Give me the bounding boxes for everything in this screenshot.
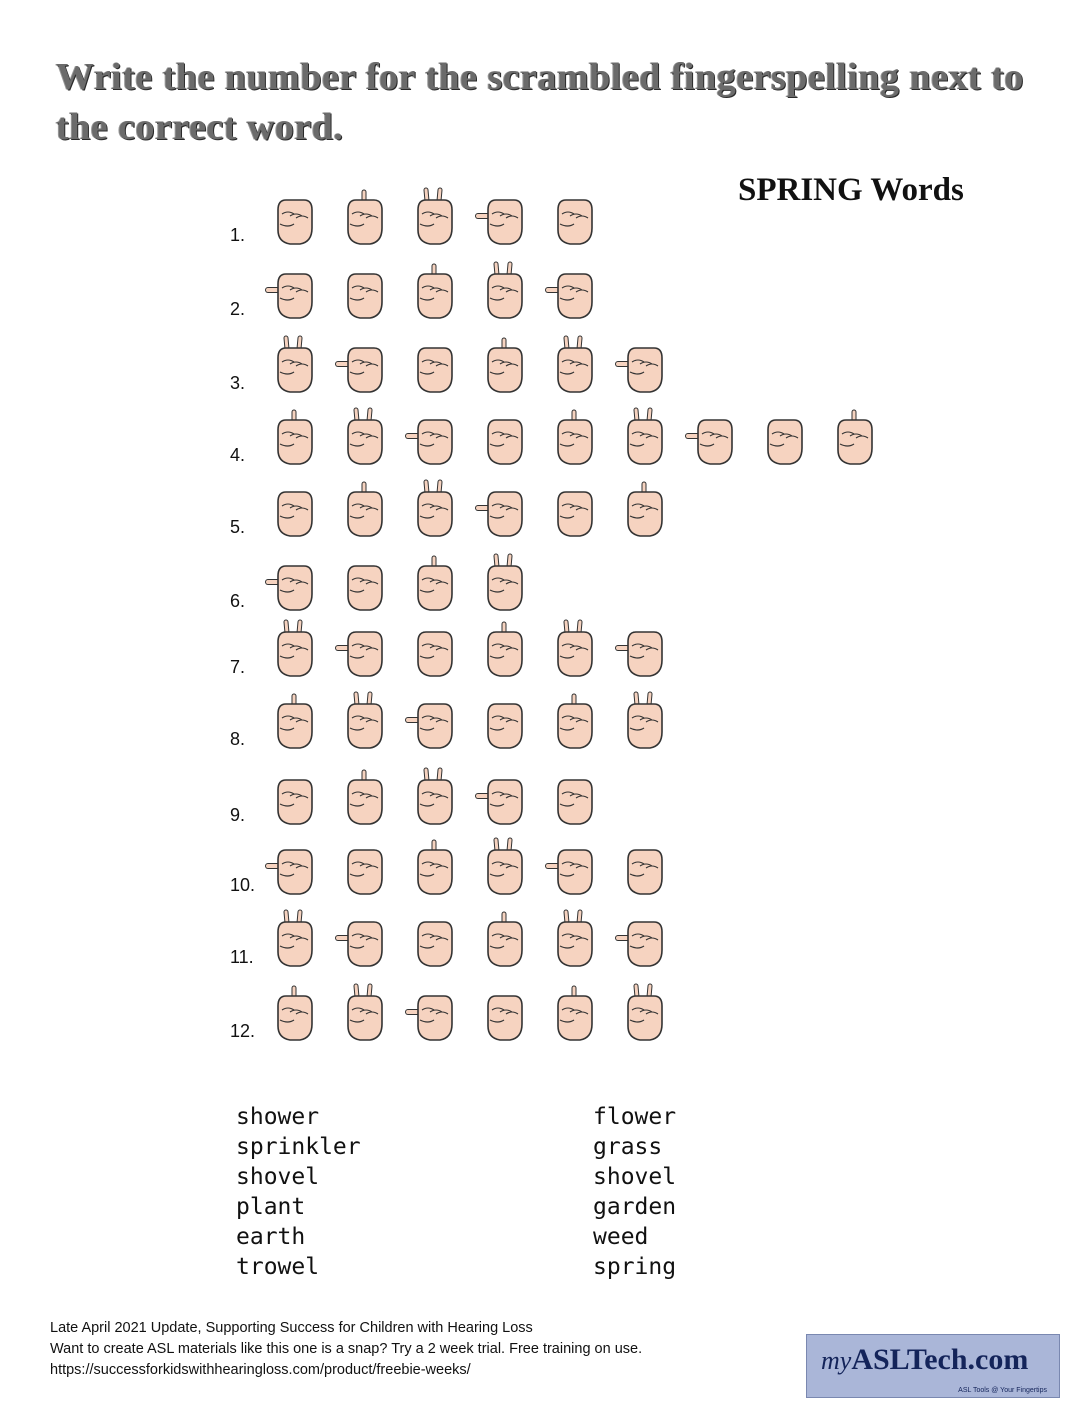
fingerspelling-row [230,544,890,614]
logo-text [821,1343,1028,1377]
fingerspelling-row [230,758,890,828]
hand-sign-icon [334,908,392,970]
hand-sign-icon [474,406,532,468]
hand-sign-icon [334,552,392,614]
fingerspelling-row [230,398,890,468]
hand-sign-icon [404,690,462,752]
hand-sign-icon [334,766,392,828]
hand-sign-icon [264,260,322,322]
hand-sign-icon [264,186,322,248]
hand-sign-icon [404,618,462,680]
hand-sign-group [264,544,532,614]
logo-tagline: ASL Tools @ Your Fingertips [958,1387,1047,1394]
fingerspelling-row [230,828,890,898]
hand-sign-group [264,610,672,680]
hand-sign-icon [474,552,532,614]
hand-sign-icon [404,766,462,828]
fingerspelling-row [230,470,890,540]
hand-sign-icon [404,260,462,322]
hand-sign-icon [264,334,322,396]
hand-sign-icon [334,982,392,1044]
hand-sign-icon [614,836,672,898]
fingerspelling-row [230,974,890,1044]
row-number: 12. [230,1021,256,1041]
word-item: garden [593,1194,677,1220]
word-item: earth [236,1224,306,1250]
hand-sign-icon [544,690,602,752]
logo-brand: ASLTech.com [851,1343,1029,1376]
hand-sign-icon [474,690,532,752]
word-item: spring [593,1254,677,1280]
hand-sign-icon [614,478,672,540]
hand-sign-group [264,252,602,322]
row-number: 11. [230,947,254,967]
hand-sign-icon [614,982,672,1044]
row-number: 5. [230,517,246,537]
hand-sign-group [264,326,672,396]
fingerspelling-row [230,252,890,322]
row-number: 3. [230,373,246,393]
hand-sign-icon [474,334,532,396]
hand-sign-icon [264,908,322,970]
hand-sign-icon [754,406,812,468]
hand-sign-icon [264,478,322,540]
word-item: weed [593,1224,649,1250]
fingerspelling-row [230,178,890,248]
hand-sign-group [264,900,672,970]
hand-sign-icon [404,186,462,248]
word-item: shower [236,1104,320,1130]
myasltech-logo[interactable] [806,1334,1060,1398]
row-number: 1. [230,225,246,245]
word-list-left [236,1102,361,1282]
hand-sign-icon [544,908,602,970]
row-number: 4. [230,445,246,465]
hand-sign-icon [474,836,532,898]
row-number: 7. [230,657,246,677]
hand-sign-icon [614,406,672,468]
hand-sign-icon [264,836,322,898]
row-number: 6. [230,591,246,611]
worksheet-subtitle: SPRING Words [738,172,964,208]
hand-sign-group [264,682,672,752]
row-number: 9. [230,805,246,825]
row-number: 2. [230,299,246,319]
hand-sign-icon [544,334,602,396]
hand-sign-icon [404,478,462,540]
hand-sign-icon [614,334,672,396]
hand-sign-icon [474,186,532,248]
hand-sign-icon [684,406,742,468]
hand-sign-icon [264,618,322,680]
word-item: shovel [236,1164,320,1190]
hand-sign-icon [334,836,392,898]
hand-sign-icon [404,908,462,970]
hand-sign-icon [544,618,602,680]
hand-sign-icon [474,908,532,970]
hand-sign-icon [334,406,392,468]
fingerspelling-row [230,682,890,752]
hand-sign-group [264,178,602,248]
hand-sign-icon [404,836,462,898]
footer-url-link[interactable]: https://successforkidswithhearingloss.com/product/freebie-weeks/ [50,1362,471,1378]
hand-sign-group [264,398,882,468]
row-number: 10. [230,875,256,895]
hand-sign-icon [264,552,322,614]
hand-sign-icon [544,766,602,828]
hand-sign-icon [474,260,532,322]
hand-sign-icon [474,982,532,1044]
hand-sign-group [264,758,602,828]
hand-sign-icon [474,618,532,680]
logo-prefix: my [821,1346,852,1375]
hand-sign-group [264,470,672,540]
row-number: 8. [230,729,246,749]
page-title: Write the number for the scrambled fingerspelling next to the correct word. [56,56,1024,148]
hand-sign-icon [614,690,672,752]
hand-sign-icon [824,406,882,468]
hand-sign-icon [264,766,322,828]
fingerspelling-row [230,326,890,396]
hand-sign-icon [614,618,672,680]
hand-sign-group [264,974,672,1044]
word-item: trowel [236,1254,320,1280]
word-item: plant [236,1194,306,1220]
fingerspelling-row [230,900,890,970]
hand-sign-icon [544,478,602,540]
hand-sign-icon [544,982,602,1044]
footer [50,1318,642,1381]
hand-sign-icon [334,186,392,248]
hand-sign-icon [334,260,392,322]
footer-promo-line: Want to create ASL materials like this one is a snap? Try a 2 week trial. Free training on use. [50,1341,643,1357]
hand-sign-icon [404,982,462,1044]
hand-sign-icon [334,334,392,396]
hand-sign-icon [334,478,392,540]
hand-sign-icon [614,908,672,970]
hand-sign-group [264,828,672,898]
hand-sign-icon [264,690,322,752]
word-item: grass [593,1134,663,1160]
hand-sign-icon [474,766,532,828]
hand-sign-icon [404,334,462,396]
hand-sign-icon [264,982,322,1044]
word-item: sprinkler [236,1134,361,1160]
hand-sign-icon [334,618,392,680]
hand-sign-icon [404,552,462,614]
word-list-right [593,1102,676,1282]
hand-sign-icon [544,836,602,898]
footer-update-line: Late April 2021 Update, Supporting Success for Children with Hearing Loss [50,1320,533,1336]
hand-sign-icon [544,406,602,468]
hand-sign-icon [474,478,532,540]
word-item: shovel [593,1164,677,1190]
hand-sign-icon [404,406,462,468]
hand-sign-icon [544,260,602,322]
word-item: flower [593,1104,677,1130]
fingerspelling-row [230,610,890,680]
hand-sign-icon [334,690,392,752]
hand-sign-icon [264,406,322,468]
hand-sign-icon [544,186,602,248]
